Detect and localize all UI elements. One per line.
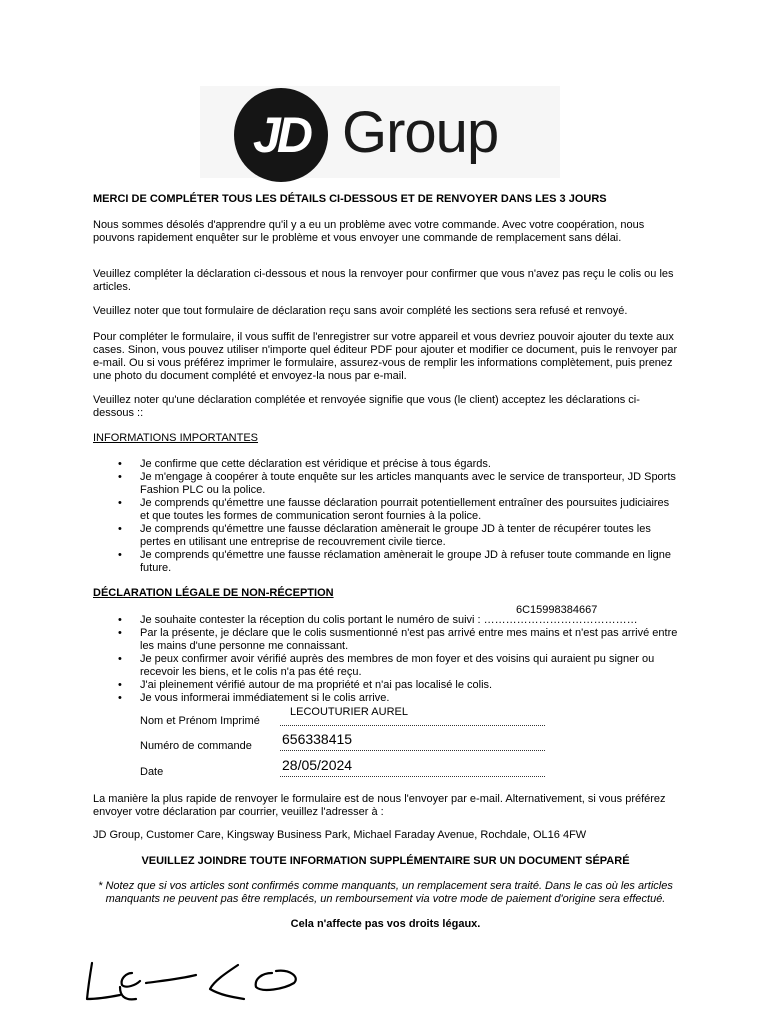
list-item: • Par la présente, je déclare que le colis susmentionné n'est pas arrivé entre mes mains et n'est pas arrivé entre les mains d'une personne me connaissant. <box>118 627 678 653</box>
return-instructions: La manière la plus rapide de renvoyer le formulaire est de nous l'envoyer par e-mail. Alternativement, si vous préférez envoyer votre déclaration par courrier, veuillez l'adresser à : <box>93 793 666 818</box>
legal-declaration-title: DÉCLARATION LÉGALE DE NON-RÉCEPTION <box>93 587 334 599</box>
legal-rights-note: Cela n'affecte pas vos droits légaux. <box>290 918 481 930</box>
list-item: • Je peux confirmer avoir vérifié auprès des membres de mon foyer et des voisins qui auraient pu signer ou recevoir les biens, et le colis n'a pas été reçu. <box>118 653 678 679</box>
jd-logo-mark: JD <box>234 88 328 182</box>
list-item: • Je comprends qu'émettre une fausse déclaration pourrait potentiellement entraîner des poursuites judiciaires et que toutes les formes de communication seront fournies à la police. <box>118 497 678 523</box>
completion-paragraph: Pour compléter le formulaire, il vous suffit de l'enregistrer sur votre appareil et vous devriez pouvoir ajouter du texte aux cases. Sinon, vous pouvez utiliser n'importe quel éditeur PDF pour ajouter et modifier ce document, puis le renvoyer par e-mail. Ou si vous préférez imprimer le formulaire, assurez-vous de remplir les informations complètement, puis prenez une photo du document complété et envoyez-la nous par e-mail. <box>93 331 678 382</box>
name-field[interactable]: LECOUTURIER AUREL <box>290 706 408 718</box>
date-field[interactable]: 28/05/2024 <box>282 757 353 773</box>
important-info-list <box>118 458 678 575</box>
order-field-row <box>140 733 560 753</box>
intro-paragraph: Nous sommes désolés d'apprendre qu'il y a eu un problème avec votre commande. Avec votre coopération, nous pouvons rapidement enquêter sur le problème et vous envoyer une commande de remplacement sans délai. <box>93 219 645 244</box>
tracking-number-value[interactable]: 6C15998384667 <box>516 604 598 616</box>
date-dotted-line <box>280 776 545 777</box>
list-item: • Je confirme que cette déclaration est véridique et précise à tous égards. <box>118 458 678 471</box>
list-item: • Je vous informerai immédiatement si le colis arrive. <box>118 692 678 705</box>
order-number-label: Numéro de commande <box>140 740 252 752</box>
acceptance-paragraph: Veuillez noter qu'une déclaration complétée et renvoyée signifie que vous (le client) acceptez les déclarations ci-dessous :: <box>93 394 640 419</box>
instruction-paragraph: Veuillez compléter la déclaration ci-dessous et nous la renvoyer pour confirmer que vous n'avez pas reçu le colis ou les articles. <box>93 268 674 293</box>
date-label: Date <box>140 766 164 778</box>
list-item: • Je m'engage à coopérer à toute enquête sur les articles manquants avec le service de transporteur, JD Sports Fashion PLC ou la police. <box>118 471 678 497</box>
list-item: • Je souhaite contester la réception du colis portant le numéro de suivi : …………………………………… <box>118 614 678 627</box>
list-item: • Je comprends qu'émettre une fausse déclaration amènerait le groupe JD à tenter de récupérer toutes les pertes en utilisant une entreprise de recouvrement civile tierce. <box>118 523 678 549</box>
legal-declaration-list <box>118 614 678 705</box>
order-number-field[interactable]: 656338415 <box>282 731 353 747</box>
date-field-row <box>140 759 560 779</box>
list-item: • J'ai pleinement vérifié autour de ma propriété et n'ai pas localisé le colis. <box>118 679 678 692</box>
name-field-row <box>140 708 560 728</box>
list-item: • Je comprends qu'émettre une fausse réclamation amènerait le groupe JD à refuser toute commande en ligne future. <box>118 549 678 575</box>
logo-wordmark: Group <box>342 100 499 165</box>
postal-address: JD Group, Customer Care, Kingsway Business Park, Michael Faraday Avenue, Rochdale, OL16 4FW <box>93 829 587 841</box>
attach-info-notice: VEUILLEZ JOINDRE TOUTE INFORMATION SUPPLÉMENTAIRE SUR UN DOCUMENT SÉPARÉ <box>141 855 630 867</box>
important-info-title: INFORMATIONS IMPORTANTES <box>93 432 259 444</box>
name-label: Nom et Prénom Imprimé <box>140 715 260 727</box>
order-dotted-line <box>280 750 545 751</box>
replacement-footnote: * Notez que si vos articles sont confirmés comme manquants, un remplacement sera traité. Dans le cas où les articles manquants ne peuvent pas être remplacés, un remboursement via votre mode de paiement d'origine sera effectué. <box>98 880 673 905</box>
name-dotted-line <box>280 725 545 726</box>
jd-group-logo <box>200 86 560 178</box>
main-heading: MERCI DE COMPLÉTER TOUS LES DÉTAILS CI-DESSOUS ET DE RENVOYER DANS LES 3 JOURS <box>93 193 607 205</box>
handwritten-signature <box>80 955 320 1019</box>
refusal-note: Veuillez noter que tout formulaire de déclaration reçu sans avoir complété les sections sera refusé et renvoyé. <box>93 305 628 317</box>
